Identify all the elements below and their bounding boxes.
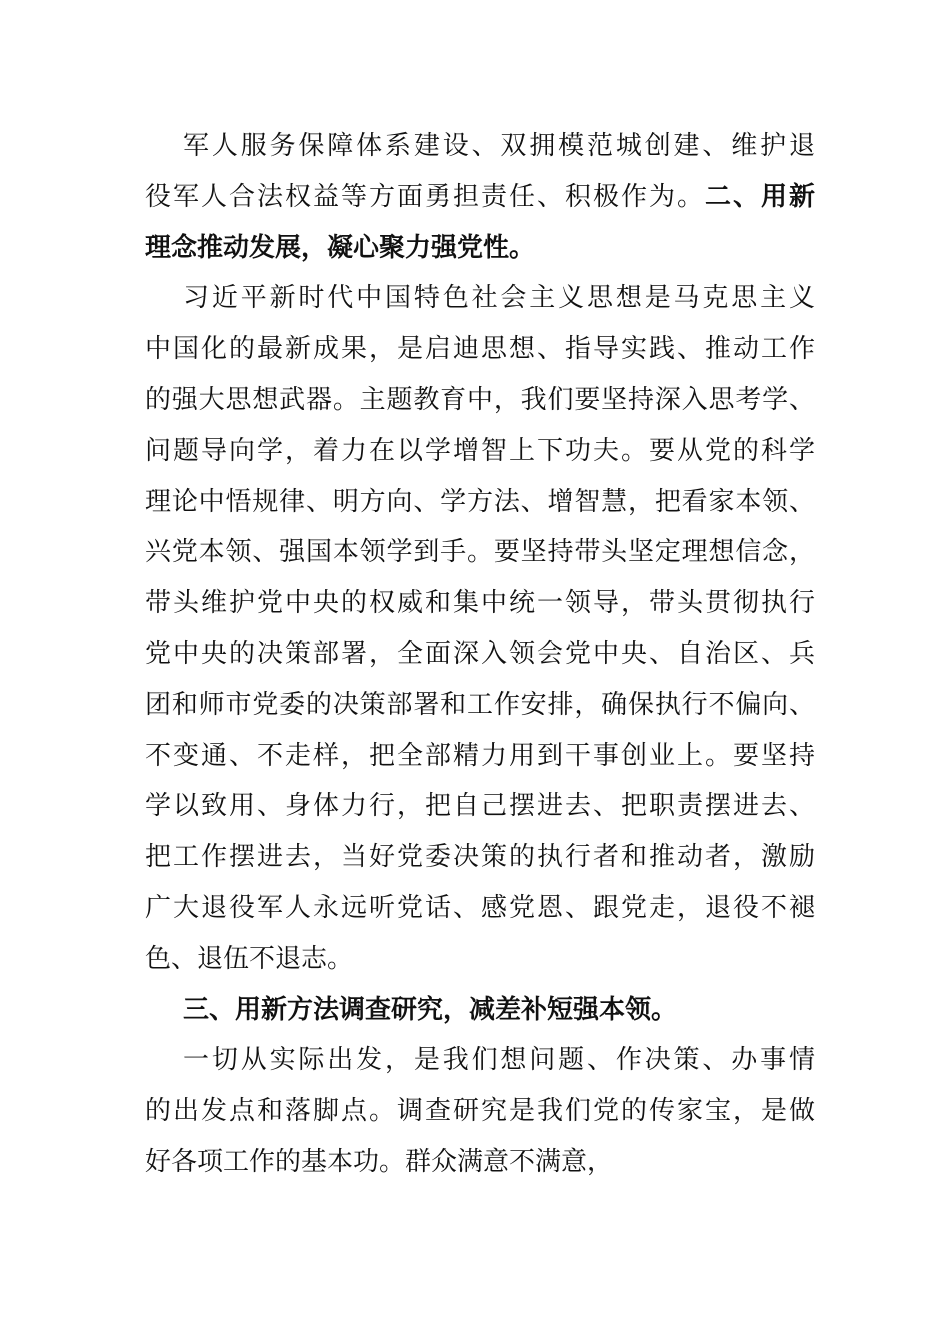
text-run: 理论中悟规律、明方向、学方法、增智慧，把看家本领、: [145, 486, 815, 517]
text-line: [145, 1035, 815, 1086]
text-line: [145, 223, 815, 274]
text-line: [145, 426, 815, 477]
text-run: 兴党本领、强国本领学到手。要坚持带头坚定理想信念，: [145, 537, 815, 568]
text-run: 军人服务保障体系建设、双拥模范城创建、维护退: [183, 131, 815, 161]
text-line: [145, 680, 815, 731]
text-run: 广大退役军人永远听党话、感党恩、跟党走，退役不褪: [145, 892, 815, 923]
text-run: 把工作摆进去，当好党委决策的执行者和推动者，激励: [145, 842, 815, 873]
text-run: 团和师市党委的决策部署和工作安排，确保执行不偏向、: [145, 689, 815, 720]
text-line: [145, 985, 815, 1036]
text-run: 问题导向学，着力在以学增智上下功夫。要从党的科学: [145, 435, 815, 466]
text-line: [145, 1086, 815, 1137]
text-line: [145, 527, 815, 578]
text-run: 中国化的最新成果，是启迪思想、指导实践、推动工作: [145, 334, 815, 365]
text-run: 学以致用、身体力行，把自己摆进去、把职责摆进去、: [145, 791, 815, 822]
text-line: [145, 172, 815, 223]
text-run: 的出发点和落脚点。调查研究是我们党的传家宝，是做: [145, 1096, 815, 1127]
text-run: 带头维护党中央的权威和集中统一领导，带头贯彻执行: [145, 588, 815, 619]
text-run: 役军人合法权益等方面勇担责任、积极作为。: [145, 181, 705, 212]
text-line: [145, 375, 815, 426]
text-run: 党中央的决策部署，全面深入领会党中央、自治区、兵: [145, 638, 815, 669]
section-heading-2: 二、用新: [704, 181, 815, 212]
document-body: [145, 121, 815, 1188]
text-run: 色、退伍不退志。: [145, 943, 354, 974]
text-line: [145, 731, 815, 782]
text-line: [145, 273, 815, 324]
text-run: 一切从实际出发，是我们想问题、作决策、办事情: [183, 1045, 815, 1076]
text-run: 不变通、不走样，把全部精力用到干事创业上。要坚持: [145, 740, 815, 771]
text-line: [145, 324, 815, 375]
text-line: [145, 934, 815, 985]
text-run: 的强大思想武器。主题教育中，我们要坚持深入思考学、: [145, 384, 815, 415]
text-line: [145, 121, 815, 172]
text-line: [145, 832, 815, 883]
text-line: [145, 883, 815, 934]
text-line: [145, 477, 815, 528]
section-heading-3: 三、用新方法调查研究，减差补短强本领。: [183, 994, 678, 1025]
text-run: 习近平新时代中国特色社会主义思想是马克思主义: [183, 283, 815, 314]
section-heading-2-cont: 理念推动发展，凝心聚力强党性。: [145, 232, 536, 263]
text-line: [145, 629, 815, 680]
text-line: [145, 578, 815, 629]
text-line: [145, 1137, 815, 1188]
text-line: [145, 781, 815, 832]
text-run: 好各项工作的基本功。群众满意不满意，: [145, 1146, 614, 1177]
